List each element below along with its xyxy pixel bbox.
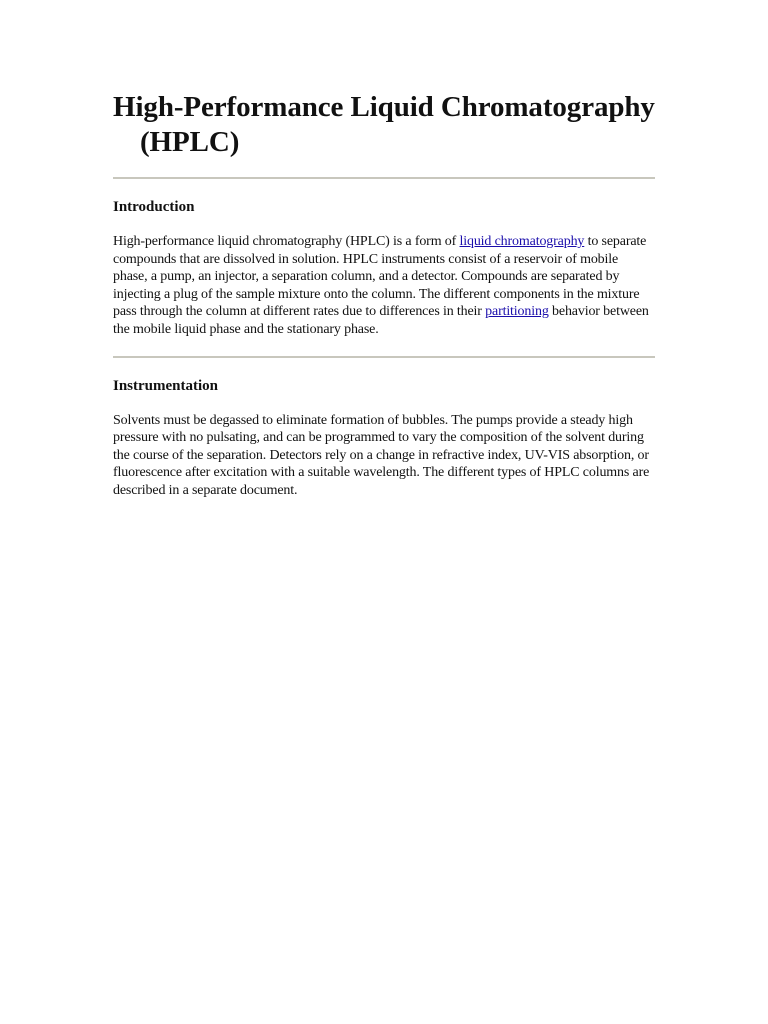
section-heading-instrumentation: Instrumentation	[113, 377, 219, 394]
liquid-chromatography-link[interactable]: liquid chromatography	[459, 234, 585, 249]
section-heading-introduction: Introduction	[113, 199, 195, 215]
partitioning-link[interactable]: partitioning	[485, 304, 549, 320]
divider	[113, 356, 655, 358]
page-title: High-Performance Liquid Chromatography (HPLC)	[113, 91, 655, 158]
document-body	[113, 90, 655, 500]
introduction-paragraph	[113, 233, 655, 339]
instrumentation-paragraph: Solvents must be degassed to eliminate formation of bubbles. The pumps provide a steady high pressure with no pulsating, and can be programmed to vary the composition of the solvent during the course of the separation. Detectors rely on a change in refractive index, UV-VIS absorption, or fluorescence after excitation with a suitable wavelength. The different types of HPLC columns are described in a separate document.	[113, 412, 650, 498]
paragraph-text: High-performance liquid chromatography (HPLC) is a form of	[113, 234, 460, 249]
paragraph-text: to separate compounds that are dissolved in solution. HPLC instruments consist of a reservoir of mobile phase, a pump, an injector, a separation column, and a detector. Compounds are separated by injecting a plug of the sample mixture onto the column. The different components in the mixture pass through the column at different rates due to differences in their	[113, 234, 647, 320]
divider	[113, 177, 655, 179]
paragraph-text: behavior between the mobile liquid phase and the stationary phase.	[113, 304, 649, 337]
